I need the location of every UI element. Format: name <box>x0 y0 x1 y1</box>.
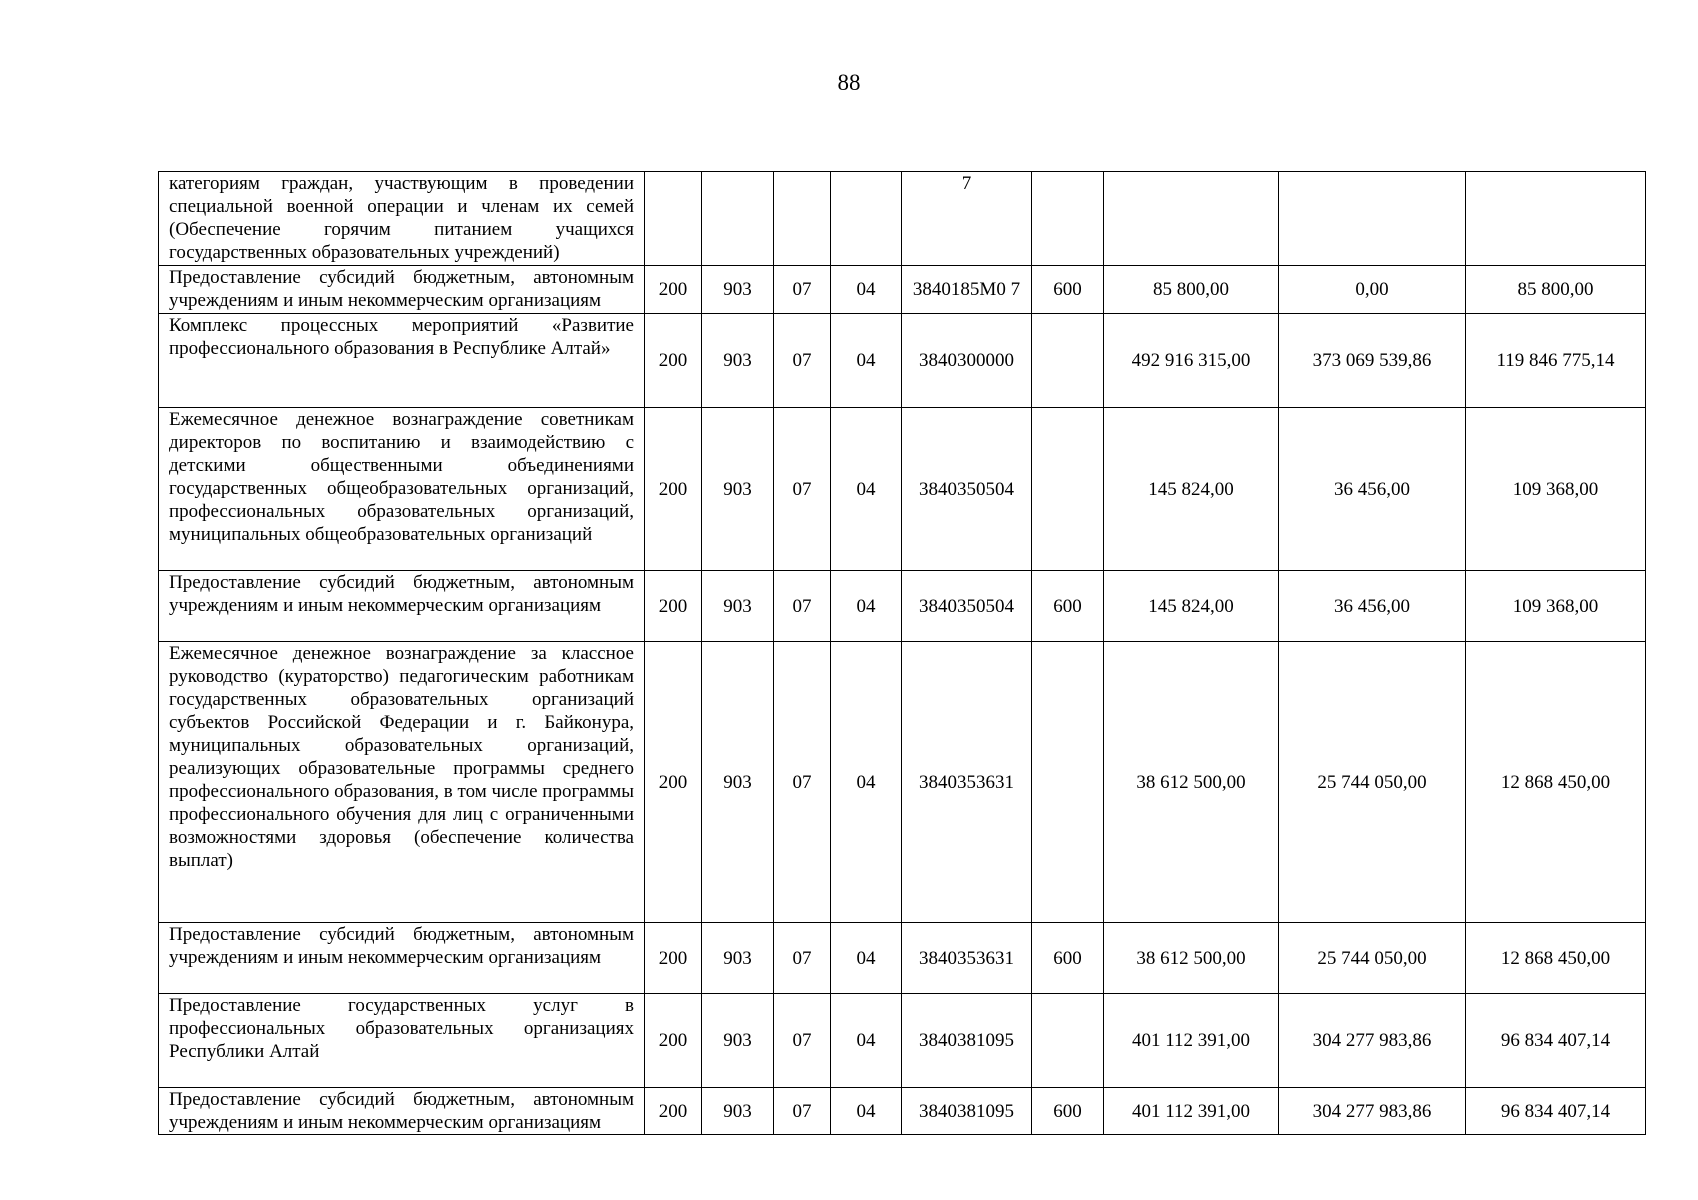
row-code-2: 903 <box>702 571 774 642</box>
row-code-2: 903 <box>702 314 774 408</box>
budget-table <box>158 171 1646 1135</box>
row-code-2 <box>702 172 774 266</box>
row-code-1: 200 <box>645 266 702 314</box>
row-amount: 492 916 315,00 <box>1104 314 1279 408</box>
row-description: Предоставление субсидий бюджетным, автономным учреждениям и иным некоммерческим организациям <box>159 266 645 314</box>
row-executed: 373 069 539,86 <box>1279 314 1466 408</box>
row-code-1: 200 <box>645 1088 702 1135</box>
row-code-1: 200 <box>645 642 702 923</box>
row-expense-type <box>1032 994 1104 1088</box>
row-remainder: 12 868 450,00 <box>1466 642 1646 923</box>
row-code-4: 04 <box>831 408 902 571</box>
row-code-2: 903 <box>702 923 774 994</box>
row-executed: 25 744 050,00 <box>1279 923 1466 994</box>
row-description: Ежемесячное денежное вознаграждение советникам директоров по воспитанию и взаимодействию с детскими общественными объединениями государственных общеобразовательных организаций, профессиональных образовательных организаций, муниципальных общеобразовательных организаций <box>159 408 645 571</box>
row-target-code: 3840381095 <box>902 1088 1032 1135</box>
row-target-code: 3840353631 <box>902 923 1032 994</box>
row-code-3 <box>774 172 831 266</box>
row-description: Комплекс процессных мероприятий «Развитие профессионального образования в Республике Алтай» <box>159 314 645 408</box>
table-row <box>159 172 1646 266</box>
row-code-3: 07 <box>774 642 831 923</box>
row-executed: 36 456,00 <box>1279 408 1466 571</box>
row-remainder: 96 834 407,14 <box>1466 1088 1646 1135</box>
row-description: Предоставление государственных услуг в профессиональных образовательных организациях Республики Алтай <box>159 994 645 1088</box>
row-target-code: 3840381095 <box>902 994 1032 1088</box>
row-description: Предоставление субсидий бюджетным, автономным учреждениям и иным некоммерческим организациям <box>159 923 645 994</box>
row-expense-type: 600 <box>1032 1088 1104 1135</box>
row-code-4: 04 <box>831 923 902 994</box>
row-code-3: 07 <box>774 314 831 408</box>
row-code-1: 200 <box>645 923 702 994</box>
row-code-3: 07 <box>774 1088 831 1135</box>
row-code-1: 200 <box>645 571 702 642</box>
row-amount: 85 800,00 <box>1104 266 1279 314</box>
row-code-4: 04 <box>831 642 902 923</box>
row-executed: 25 744 050,00 <box>1279 642 1466 923</box>
page-number: 88 <box>837 70 861 95</box>
row-target-code: 3840350504 <box>902 408 1032 571</box>
row-code-3: 07 <box>774 994 831 1088</box>
row-description: Ежемесячное денежное вознаграждение за классное руководство (кураторство) педагогическим работникам государственных образовательных организаций субъектов Российской Федерации и г. Байконура, муниципальных образовательных организаций, реализующих образовательные программы среднего профессионального образования, в том числе программы профессионального обучения для лиц с ограниченными возможностями здоровья (обеспечение количества выплат) <box>159 642 645 923</box>
row-amount <box>1104 172 1279 266</box>
row-executed: 0,00 <box>1279 266 1466 314</box>
row-code-3: 07 <box>774 571 831 642</box>
table-row <box>159 408 1646 571</box>
row-description: Предоставление субсидий бюджетным, автономным учреждениям и иным некоммерческим организациям <box>159 1088 645 1135</box>
row-expense-type <box>1032 314 1104 408</box>
row-remainder: 119 846 775,14 <box>1466 314 1646 408</box>
row-executed: 36 456,00 <box>1279 571 1466 642</box>
row-executed: 304 277 983,86 <box>1279 1088 1466 1135</box>
table-row <box>159 571 1646 642</box>
row-code-3: 07 <box>774 266 831 314</box>
row-amount: 38 612 500,00 <box>1104 923 1279 994</box>
table-row <box>159 642 1646 923</box>
row-remainder <box>1466 172 1646 266</box>
row-amount: 145 824,00 <box>1104 571 1279 642</box>
table-row <box>159 923 1646 994</box>
table-row <box>159 314 1646 408</box>
row-code-4: 04 <box>831 994 902 1088</box>
row-expense-type: 600 <box>1032 266 1104 314</box>
row-code-2: 903 <box>702 266 774 314</box>
row-expense-type <box>1032 408 1104 571</box>
row-executed: 304 277 983,86 <box>1279 994 1466 1088</box>
row-code-2: 903 <box>702 642 774 923</box>
row-amount: 401 112 391,00 <box>1104 994 1279 1088</box>
row-code-1: 200 <box>645 994 702 1088</box>
row-expense-type <box>1032 172 1104 266</box>
row-code-1: 200 <box>645 408 702 571</box>
row-code-1: 200 <box>645 314 702 408</box>
row-code-4: 04 <box>831 1088 902 1135</box>
row-code-3: 07 <box>774 923 831 994</box>
row-remainder: 96 834 407,14 <box>1466 994 1646 1088</box>
row-target-code: 3840353631 <box>902 642 1032 923</box>
row-amount: 145 824,00 <box>1104 408 1279 571</box>
row-target-code: 7 <box>902 172 1032 266</box>
row-target-code: 3840300000 <box>902 314 1032 408</box>
table-row <box>159 266 1646 314</box>
row-code-4: 04 <box>831 314 902 408</box>
row-remainder: 85 800,00 <box>1466 266 1646 314</box>
row-code-2: 903 <box>702 994 774 1088</box>
row-remainder: 12 868 450,00 <box>1466 923 1646 994</box>
row-target-code: 3840185М0 7 <box>902 266 1032 314</box>
row-description: Предоставление субсидий бюджетным, автономным учреждениям и иным некоммерческим организациям <box>159 571 645 642</box>
table-row <box>159 1088 1646 1135</box>
row-remainder: 109 368,00 <box>1466 571 1646 642</box>
row-expense-type: 600 <box>1032 571 1104 642</box>
row-code-4 <box>831 172 902 266</box>
row-description: категориям граждан, участвующим в проведении специальной военной операции и членам их семей (Обеспечение горячим питанием учащихся государственных образовательных учреждений) <box>159 172 645 266</box>
row-code-4: 04 <box>831 571 902 642</box>
row-executed <box>1279 172 1466 266</box>
row-amount: 38 612 500,00 <box>1104 642 1279 923</box>
row-code-1 <box>645 172 702 266</box>
row-code-3: 07 <box>774 408 831 571</box>
row-expense-type <box>1032 642 1104 923</box>
row-amount: 401 112 391,00 <box>1104 1088 1279 1135</box>
row-expense-type: 600 <box>1032 923 1104 994</box>
row-remainder: 109 368,00 <box>1466 408 1646 571</box>
row-code-2: 903 <box>702 408 774 571</box>
table-row <box>159 994 1646 1088</box>
row-code-2: 903 <box>702 1088 774 1135</box>
row-target-code: 3840350504 <box>902 571 1032 642</box>
row-code-4: 04 <box>831 266 902 314</box>
